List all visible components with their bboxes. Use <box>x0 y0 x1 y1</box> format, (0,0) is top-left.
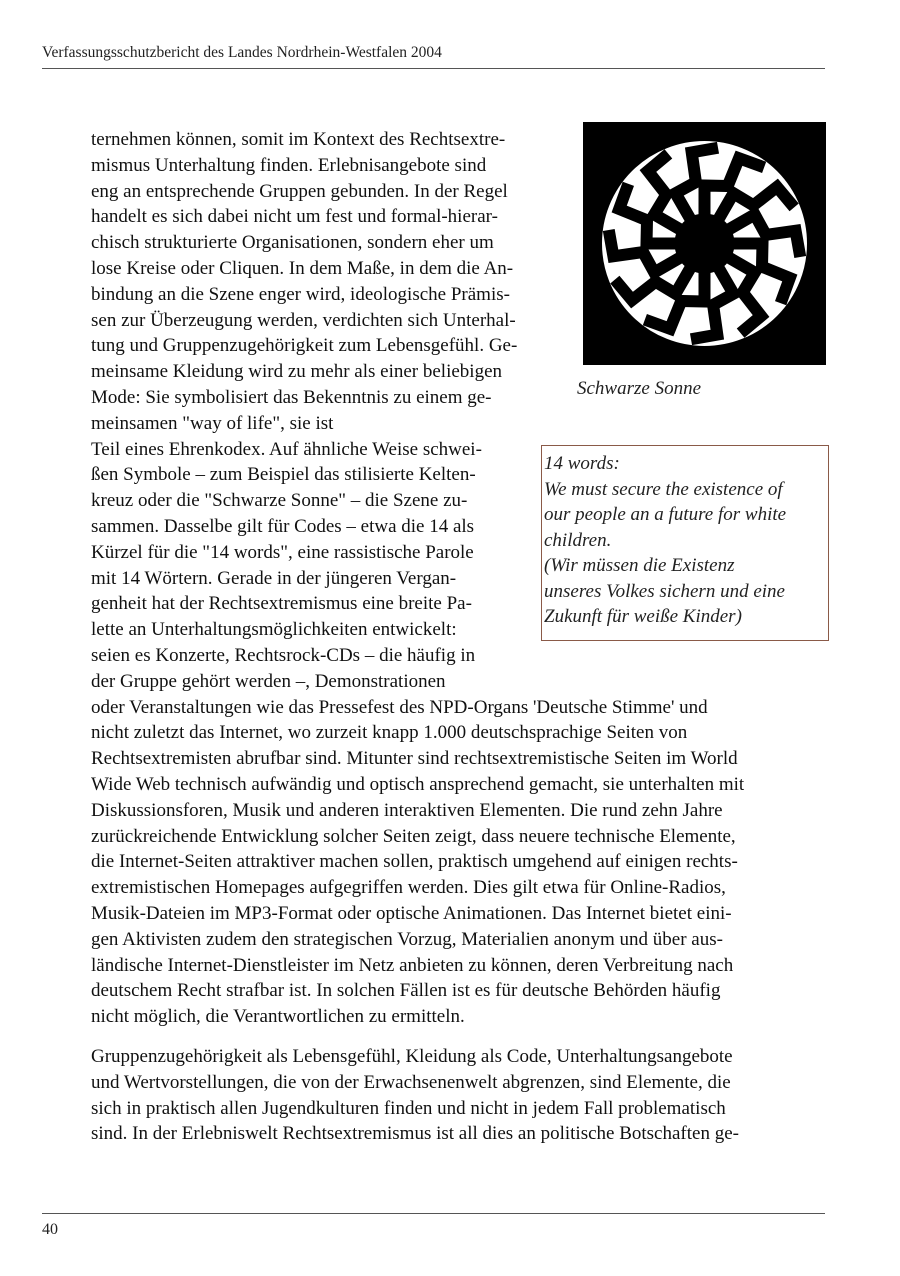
text-line: deutschem Recht strafbar ist. In solchen Fällen ist es für deutsche Behörden häufig <box>91 980 721 1002</box>
text-line: ternehmen können, somit im Kontext des Rechtsextre- <box>91 129 506 150</box>
text-line: ländische Internet-Dienstleister im Netz anbieten zu können, deren Verbreitung nach <box>91 954 734 976</box>
quote-line: 14 words: <box>544 453 620 474</box>
text-line: lette an Unterhaltungsmöglichkeiten entwickelt: <box>91 619 457 641</box>
text-line: Gruppenzugehörigkeit als Lebensgefühl, Kleidung als Code, Unterhaltungsangebote <box>91 1046 733 1067</box>
page-number: 40 <box>42 1221 58 1238</box>
text-line: Mode: Sie symbolisiert das Bekenntnis zu einem ge- <box>91 386 492 408</box>
quote-line: (Wir müssen die Existenz <box>544 555 735 576</box>
running-header: Verfassungsschutzbericht des Landes Nordrhein-Westfalen 2004 <box>42 44 442 61</box>
header-rule <box>42 68 825 69</box>
text-line: meinsamen "way of life", sie ist <box>91 412 334 434</box>
quote-line: our people an a future for white <box>544 504 787 525</box>
text-line: handelt es sich dabei nicht um fest und formal-hierar- <box>91 206 498 228</box>
text-line: und Wertvorstellungen, die von der Erwachsenenwelt abgrenzen, sind Elemente, die <box>91 1071 731 1093</box>
body-paragraph-1 <box>91 127 744 1030</box>
text-line: chisch strukturierte Organisationen, sondern eher um <box>91 232 494 254</box>
text-line: tung und Gruppenzugehörigkeit zum Lebensgefühl. Ge- <box>91 335 518 357</box>
text-line: sammen. Dasselbe gilt für Codes – etwa die 14 als <box>91 515 475 537</box>
figure-caption: Schwarze Sonne <box>577 378 702 399</box>
quote-line: We must secure the existence of <box>544 478 783 500</box>
text-line: die Internet-Seiten attraktiver machen sollen, praktisch umgehend auf einigen rechts- <box>91 851 738 873</box>
text-line: sich in praktisch allen Jugendkulturen finden und nicht in jedem Fall problematisch <box>91 1097 726 1119</box>
text-line: mismus Unterhaltung finden. Erlebnisangebote sind <box>91 154 487 176</box>
text-line: seien es Konzerte, Rechtsrock-CDs – die häufig in <box>91 644 476 666</box>
text-line: bindung an die Szene enger wird, ideologische Prämis- <box>91 283 510 305</box>
text-line: lose Kreise oder Cliquen. In dem Maße, in dem die An- <box>91 257 514 279</box>
quote-line: children. <box>544 529 612 551</box>
text-line: sen zur Überzeugung werden, verdichten sich Unterhal- <box>91 309 516 331</box>
quote-line: unseres Volkes sichern und eine <box>544 580 785 602</box>
text-line: nicht zuletzt das Internet, wo zurzeit knapp 1.000 deutschsprachige Seiten von <box>91 722 688 744</box>
text-line: Rechtsextremisten abrufbar sind. Mitunter sind rechtsextremistische Seiten im World <box>91 748 738 770</box>
text-line: meinsame Kleidung wird zu mehr als einer beliebigen <box>91 361 503 383</box>
text-line: Wide Web technisch aufwändig und optisch ansprechend gemacht, sie unterhalten mit <box>91 773 745 795</box>
text-line: der Gruppe gehört werden –, Demonstrationen <box>91 670 446 692</box>
text-line: gen Aktivisten zudem den strategischen Vorzug, Materialien anonym und über aus- <box>91 928 723 950</box>
text-line: extremistischen Homepages aufgegriffen werden. Dies gilt etwa für Online-Radios, <box>91 877 726 899</box>
footer-rule <box>42 1213 825 1214</box>
text-line: Teil eines Ehrenkodex. Auf ähnliche Weise schwei- <box>91 438 482 460</box>
text-line: eng an entsprechende Gruppen gebunden. In der Regel <box>91 180 508 202</box>
quote-line: Zukunft für weiße Kinder) <box>544 606 742 627</box>
body-paragraph-2 <box>91 1044 739 1147</box>
text-line: genheit hat der Rechtsextremismus eine breite Pa- <box>91 593 472 615</box>
text-line: Kürzel für die "14 words", eine rassistische Parole <box>91 541 474 563</box>
text-line: oder Veranstaltungen wie das Pressefest des NPD-Organs 'Deutsche Stimme' und <box>91 696 708 718</box>
text-line: kreuz oder die "Schwarze Sonne" – die Szene zu- <box>91 490 468 512</box>
text-line: zurückreichende Entwicklung solcher Seiten zeigt, dass neuere technische Elemente, <box>91 825 736 847</box>
text-line: mit 14 Wörtern. Gerade in der jüngeren Vergan- <box>91 567 457 589</box>
text-line: sind. In der Erlebniswelt Rechtsextremismus ist all dies an politische Botschaften ge- <box>91 1123 739 1145</box>
text-line: nicht möglich, die Verantwortlichen zu ermitteln. <box>91 1006 465 1028</box>
text-line: Diskussionsforen, Musik und anderen interaktiven Elementen. Die rund zehn Jahre <box>91 799 723 821</box>
text-line: ßen Symbole – zum Beispiel das stilisierte Kelten- <box>91 464 476 486</box>
text-line: Musik-Dateien im MP3-Format oder optische Animationen. Das Internet bietet eini- <box>91 902 732 924</box>
